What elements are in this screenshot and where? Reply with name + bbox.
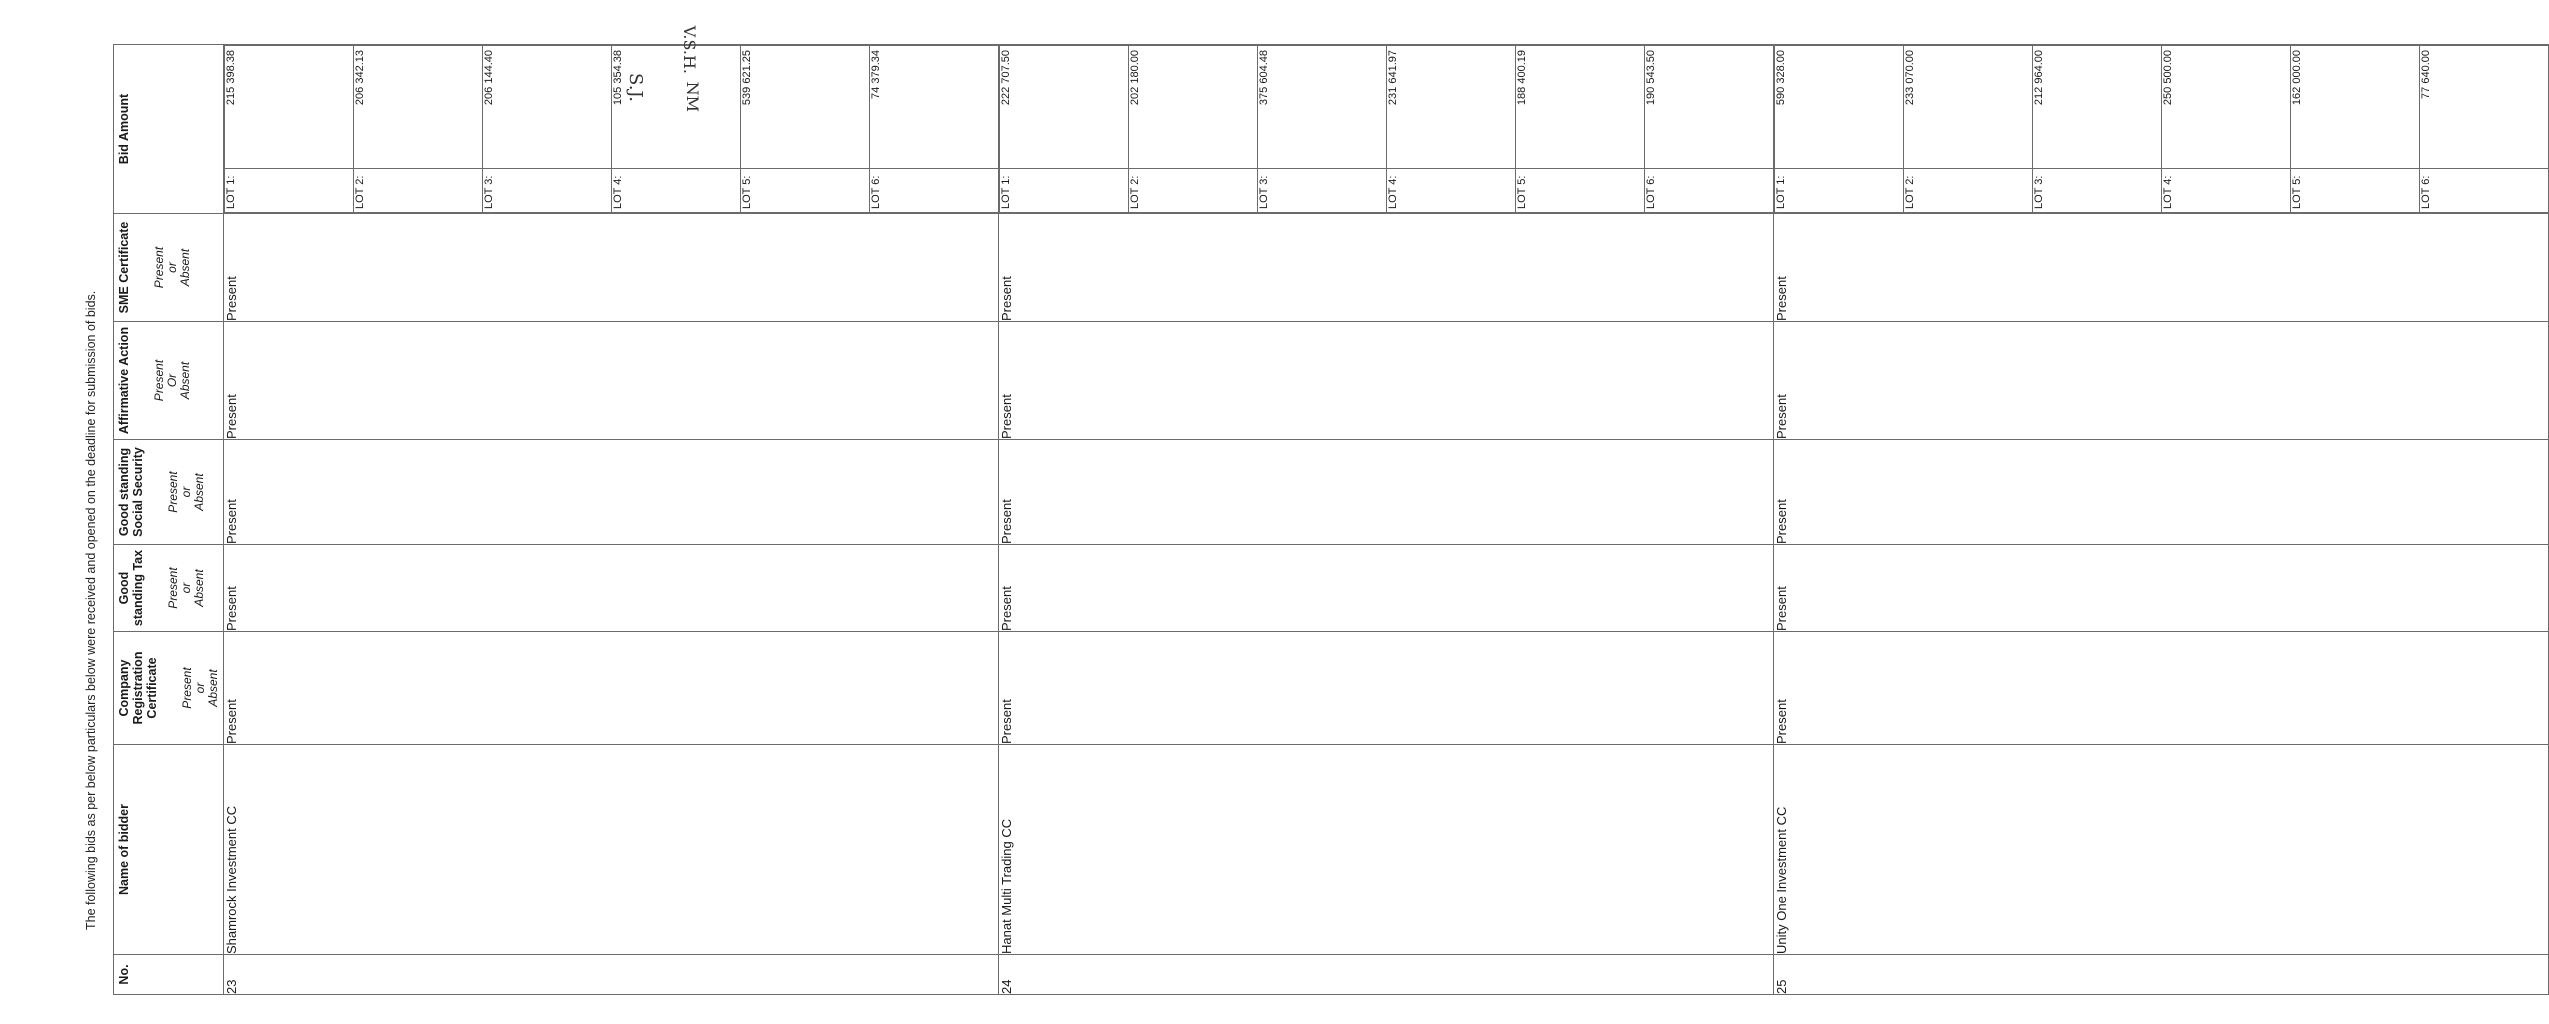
lot-row	[2420, 46, 2549, 213]
affirmative-action-status: Present	[1774, 322, 2549, 440]
table-row	[1774, 45, 2549, 995]
lot-row	[2291, 46, 2420, 213]
affirmative-action-status: Present	[999, 322, 1774, 440]
lot-row	[1775, 46, 1904, 213]
lot-row	[1000, 46, 1129, 213]
lot-label: LOT 6:	[1645, 169, 1774, 213]
header-affirmative-action-label: Affirmative Action	[117, 326, 131, 435]
affirmative-action-status: Present	[224, 322, 999, 440]
lot-label: LOT 5:	[1516, 169, 1645, 213]
lot-label: LOT 3:	[2033, 169, 2162, 213]
company-reg-status: Present	[1774, 632, 2549, 745]
lot-label: LOT 4:	[612, 169, 741, 213]
lot-amount: 202 180.00	[1129, 46, 1258, 169]
header-no: No.	[114, 955, 224, 995]
lot-row	[354, 46, 483, 213]
lot-amount: 190 543.50	[1645, 46, 1774, 169]
present-or-absent-label: Present or Absent	[166, 471, 206, 513]
lot-list	[999, 45, 1773, 213]
lot-list	[1774, 45, 2548, 213]
bidder-no: 23	[224, 955, 999, 995]
bid-amounts	[224, 45, 999, 214]
lot-amount: 233 070.00	[1904, 46, 2033, 169]
lot-label: LOT 2:	[1904, 169, 2033, 213]
lot-label: LOT 4:	[2162, 169, 2291, 213]
handwritten-initial: V.S.H.	[680, 25, 699, 74]
tax-status: Present	[999, 545, 1774, 632]
sme-status: Present	[224, 214, 999, 322]
lot-row	[2162, 46, 2291, 213]
header-row	[114, 45, 224, 995]
bidder-name: Hanat Multi Trading CC	[999, 745, 1774, 955]
lot-label: LOT 3:	[1258, 169, 1387, 213]
lot-row	[1645, 46, 1774, 213]
lot-row	[1516, 46, 1645, 213]
bids-table	[113, 44, 2549, 995]
lot-amount: 375 604.48	[1258, 46, 1387, 169]
lot-amount: 250 500.00	[2162, 46, 2291, 169]
header-social-security	[114, 440, 224, 545]
header-sme	[114, 214, 224, 322]
lot-row	[225, 46, 354, 213]
table-row	[224, 45, 999, 995]
lot-label: LOT 5:	[741, 169, 870, 213]
lot-label: LOT 1:	[1000, 169, 1129, 213]
lot-label: LOT 1:	[1775, 169, 1904, 213]
sme-status: Present	[1774, 214, 2549, 322]
handwritten-initial: NM	[683, 81, 702, 112]
lot-label: LOT 4:	[1387, 169, 1516, 213]
header-sme-label: SME Certificate	[117, 221, 131, 314]
lot-row	[1904, 46, 2033, 213]
lot-label: LOT 1:	[225, 169, 354, 213]
social-security-status: Present	[224, 440, 999, 545]
social-security-status: Present	[999, 440, 1774, 545]
lot-amount: 215 398.38	[225, 46, 354, 169]
lot-row	[612, 46, 741, 213]
header-bid-amount: Bid Amount	[114, 45, 224, 214]
lot-amount: 77 640.00	[2420, 46, 2549, 169]
lot-label: LOT 6:	[870, 169, 999, 213]
bidder-name: Shamrock Investment CC	[224, 745, 999, 955]
present-or-absent-label: Present or Absent	[180, 667, 220, 709]
lot-amount: 206 144.40	[483, 46, 612, 169]
lot-row	[1387, 46, 1516, 213]
lot-label: LOT 2:	[1129, 169, 1258, 213]
lot-row	[741, 46, 870, 213]
lot-amount: 188 400.19	[1516, 46, 1645, 169]
header-company-reg	[114, 632, 224, 745]
lot-amount: 206 342.13	[354, 46, 483, 169]
tax-status: Present	[1774, 545, 2549, 632]
lot-row	[2033, 46, 2162, 213]
present-or-absent-label: Present or Absent	[166, 567, 206, 609]
intro-text: The following bids as per below particulars below were received and opened on the deadline for submission of bids.	[84, 290, 98, 930]
company-reg-status: Present	[999, 632, 1774, 745]
sme-status: Present	[999, 214, 1774, 322]
bidder-no: 25	[1774, 955, 2549, 995]
lot-label: LOT 2:	[354, 169, 483, 213]
lot-amount: 105 354.38	[612, 46, 741, 169]
present-or-absent-label: Present or Absent	[152, 246, 192, 289]
table-row	[999, 45, 1774, 995]
present-or-absent-label: Present Or Absent	[152, 359, 192, 402]
bidder-no: 24	[999, 955, 1774, 995]
tax-status: Present	[224, 545, 999, 632]
bid-amounts	[999, 45, 1774, 214]
lot-amount: 231 641.97	[1387, 46, 1516, 169]
lot-row	[870, 46, 999, 213]
social-security-status: Present	[1774, 440, 2549, 545]
lot-list	[224, 45, 998, 213]
lot-amount: 590 328.00	[1775, 46, 1904, 169]
lot-row	[1129, 46, 1258, 213]
lot-amount: 74 379.34	[870, 46, 999, 169]
lot-label: LOT 3:	[483, 169, 612, 213]
header-tax	[114, 545, 224, 632]
lot-amount: 212 964.00	[2033, 46, 2162, 169]
lot-row	[483, 46, 612, 213]
bid-amounts	[1774, 45, 2549, 214]
header-name: Name of bidder	[114, 745, 224, 955]
lot-amount: 162 000.00	[2291, 46, 2420, 169]
bidder-name: Unity One Investment CC	[1774, 745, 2549, 955]
handwritten-initial: S.J.	[625, 73, 646, 102]
lot-amount: 222 707.50	[1000, 46, 1129, 169]
lot-label: LOT 5:	[2291, 169, 2420, 213]
header-affirmative-action	[114, 322, 224, 440]
company-reg-status: Present	[224, 632, 999, 745]
header-company-reg-label: Company Registration Certificate	[117, 651, 159, 725]
lot-row	[1258, 46, 1387, 213]
lot-amount: 539 621.25	[741, 46, 870, 169]
header-tax-label: Good standing Tax	[117, 549, 145, 627]
header-social-security-label: Good standing Social Security	[117, 447, 145, 537]
lot-label: LOT 6:	[2420, 169, 2549, 213]
